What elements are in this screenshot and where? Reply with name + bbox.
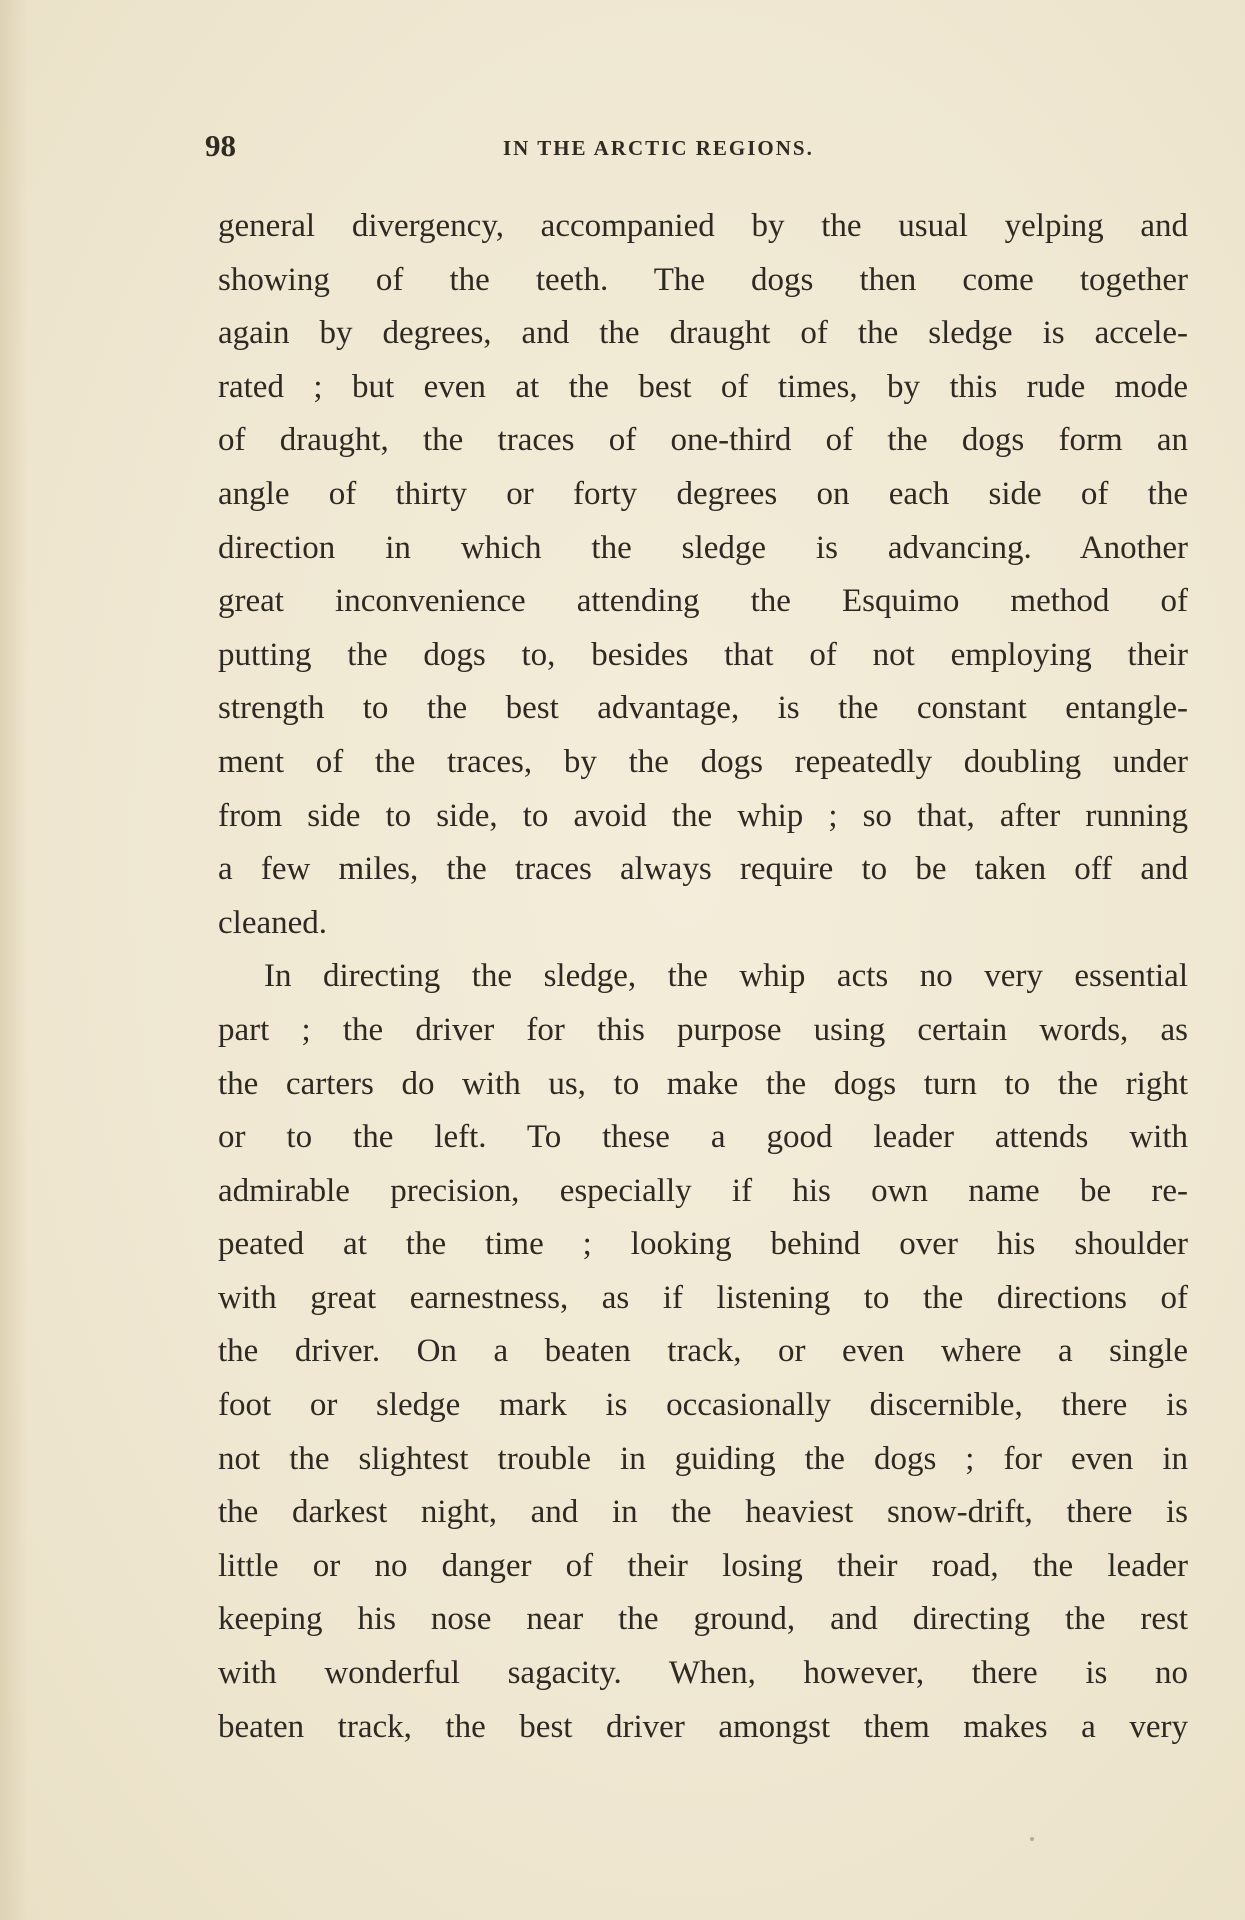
text-line: the darkest night, and in the heaviest snow-drift, there is [218, 1494, 1188, 1531]
paragraph-2 [218, 950, 1188, 1754]
text-line: showing of the teeth. The dogs then come together [218, 261, 1188, 298]
text-line: cleaned. [218, 904, 328, 941]
page-number: 98 [205, 128, 236, 163]
text-line: with great earnestness, as if listening to the directions of [218, 1279, 1188, 1316]
paragraph-1 [218, 200, 1188, 950]
body-text [218, 200, 1188, 1754]
text-line: again by degrees, and the draught of the sledge is accele- [218, 315, 1188, 352]
text-line: ment of the traces, by the dogs repeatedly doubling under [218, 743, 1188, 780]
text-line: the carters do with us, to make the dogs turn to the right [218, 1065, 1188, 1102]
text-line: little or no danger of their losing their road, the leader [218, 1547, 1188, 1584]
text-line: beaten track, the best driver amongst them makes a very [218, 1708, 1188, 1745]
text-line: not the slightest trouble in guiding the dogs ; for even in [218, 1440, 1188, 1477]
text-line: part ; the driver for this purpose using certain words, as [218, 1011, 1188, 1048]
text-line: In directing the sledge, the whip acts no very essential [264, 958, 1188, 995]
running-head [205, 128, 1190, 168]
gutter-shadow [0, 0, 28, 1920]
text-line: or to the left. To these a good leader attends with [218, 1119, 1188, 1156]
text-line: foot or sledge mark is occasionally discernible, there is [218, 1387, 1188, 1424]
text-line: with wonderful sagacity. When, however, there is no [218, 1655, 1188, 1692]
text-line: the driver. On a beaten track, or even where a single [218, 1333, 1188, 1370]
text-line: direction in which the sledge is advancing. Another [218, 529, 1188, 566]
text-line: keeping his nose near the ground, and directing the rest [218, 1601, 1188, 1638]
text-line: a few miles, the traces always require to be taken off and [218, 851, 1188, 888]
text-line: admirable precision, especially if his own name be re- [218, 1172, 1188, 1209]
text-line: peated at the time ; looking behind over his shoulder [218, 1226, 1188, 1263]
text-line: angle of thirty or forty degrees on each side of the [218, 475, 1188, 512]
text-line: rated ; but even at the best of times, by this rude mode [218, 368, 1188, 405]
running-title: IN THE ARCTIC REGIONS. [503, 136, 814, 160]
text-line: strength to the best advantage, is the constant entangle- [218, 690, 1188, 727]
text-line: great inconvenience attending the Esquimo method of [218, 583, 1188, 620]
text-line: general divergency, accompanied by the usual yelping and [218, 208, 1188, 244]
text-line: of draught, the traces of one-third of the dogs form an [218, 422, 1188, 459]
text-line: putting the dogs to, besides that of not employing their [218, 636, 1188, 673]
paper-speck [1030, 1837, 1034, 1841]
text-line: from side to side, to avoid the whip ; so that, after running [218, 797, 1188, 834]
